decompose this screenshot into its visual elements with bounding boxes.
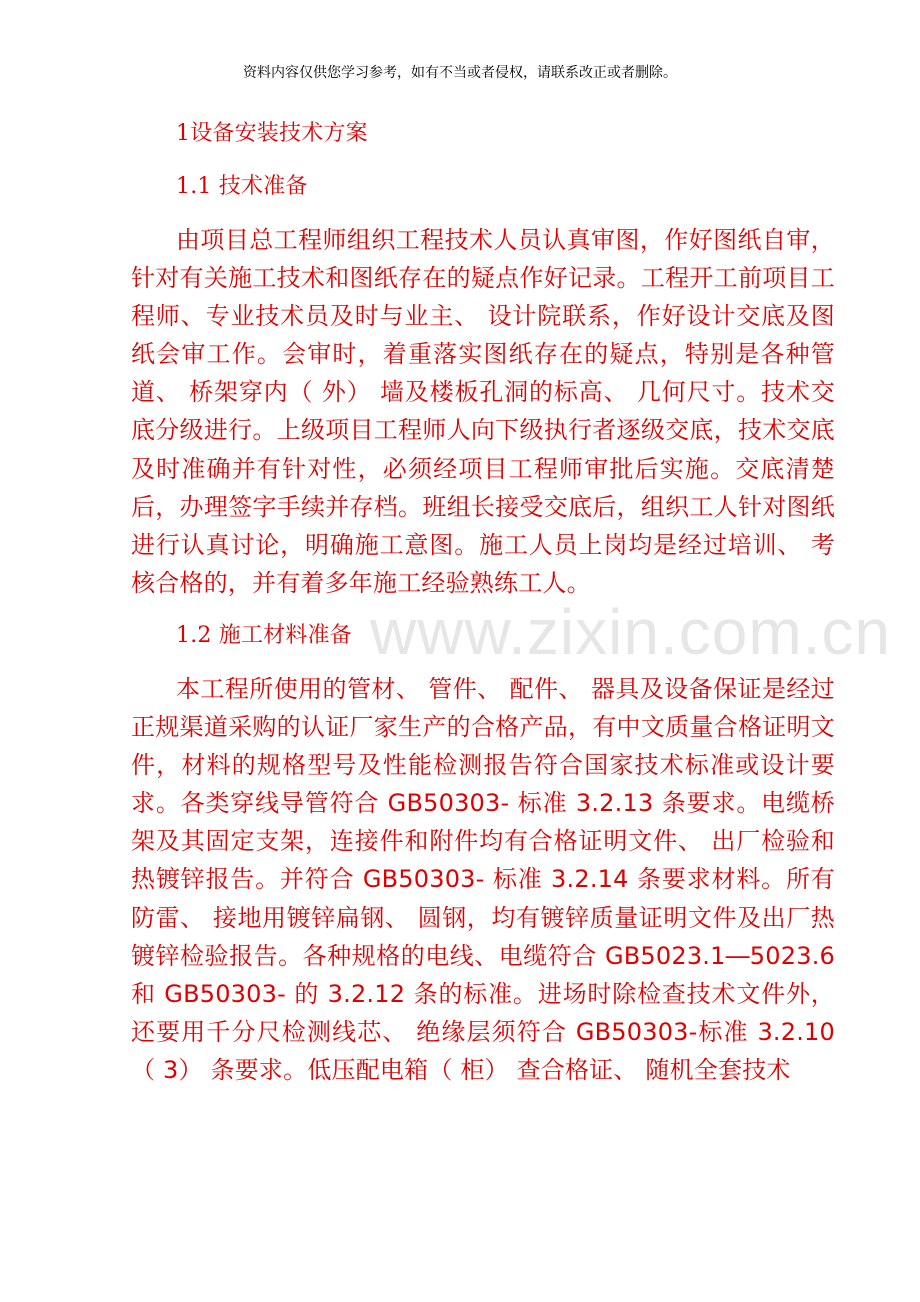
paragraph-technical-preparation: 由项目总工程师组织工程技术人员认真审图，作好图纸自审，针对有关施工技术和图纸存在的疑点作好记录。工程开工前项目工程师、专业技术员及时与业主、 设计院联系，作好设计交底及图纸会审工作。会审时，着重落实图纸存在的疑点，特别是各种管道、 桥架穿内（ 外） 墙及楼板孔洞的标高、 几何尺寸。技术交底分级进行。上级项目工程师人向下级执行者逐级交底，技术交底及时准确并有针对性，必须经项目工程师审批后实施。交底清楚后，办理签字手续并存档。班组长接受交底后，组织工人针对图纸进行认真讨论，明确施工意图。施工人员上岗均是经过培训、 考核合格的，并有着多年施工经验熟练工人。: [131, 226, 835, 597]
section-title: 技术准备: [218, 174, 308, 199]
header-disclaimer: 资料内容仅供您学习参考，如有不当或者侵权，请联系改正或者删除。: [243, 65, 677, 81]
section-heading-1: [131, 115, 835, 153]
section-number: 1.1: [176, 174, 212, 199]
section-number: 1: [176, 121, 191, 146]
section-title: 施工材料准备: [211, 622, 352, 648]
paragraph-material-preparation: 本工程所使用的管材、 管件、 配件、 器具及设备保证是经过正规渠道采购的认证厂家生产的合格产品，有中文质量合格证明文件，材料的规格型号及性能检测报告符合国家技术标准或设计要求。各类穿线导管符合 GB50303- 标准 3.2.13 条要求。电缆桥架及其固定支架，连接件和附件均有合格证明文件、 出厂检验和热镀锌报告。并符合 GB50303- 标准 3.2.14 条要求材料。所有防雷、 接地用镀锌扁钢、 圆钢，均有镀锌质量证明文件及出厂热镀锌检验报告。各种规格的电线、电缆符合 GB5023.1―5023.6 和 GB50303- 的 3.2.12 条的标准。进场时除检查技术文件外，还要用千分尺检测线芯、 绝缘层须符合 GB50303-标准 3.2.10（ 3） 条要求。低压配电箱（ 柜） 查合格证、 随机全套技术: [131, 674, 835, 1084]
document-body: [131, 115, 835, 1104]
section-number: 1.2: [176, 622, 212, 648]
watermark: www.zixin.com.cn: [370, 596, 891, 668]
section-heading-1-1: [131, 168, 835, 206]
section-heading-1-2: [131, 617, 835, 655]
section-title: 设备安装技术方案: [190, 121, 368, 146]
